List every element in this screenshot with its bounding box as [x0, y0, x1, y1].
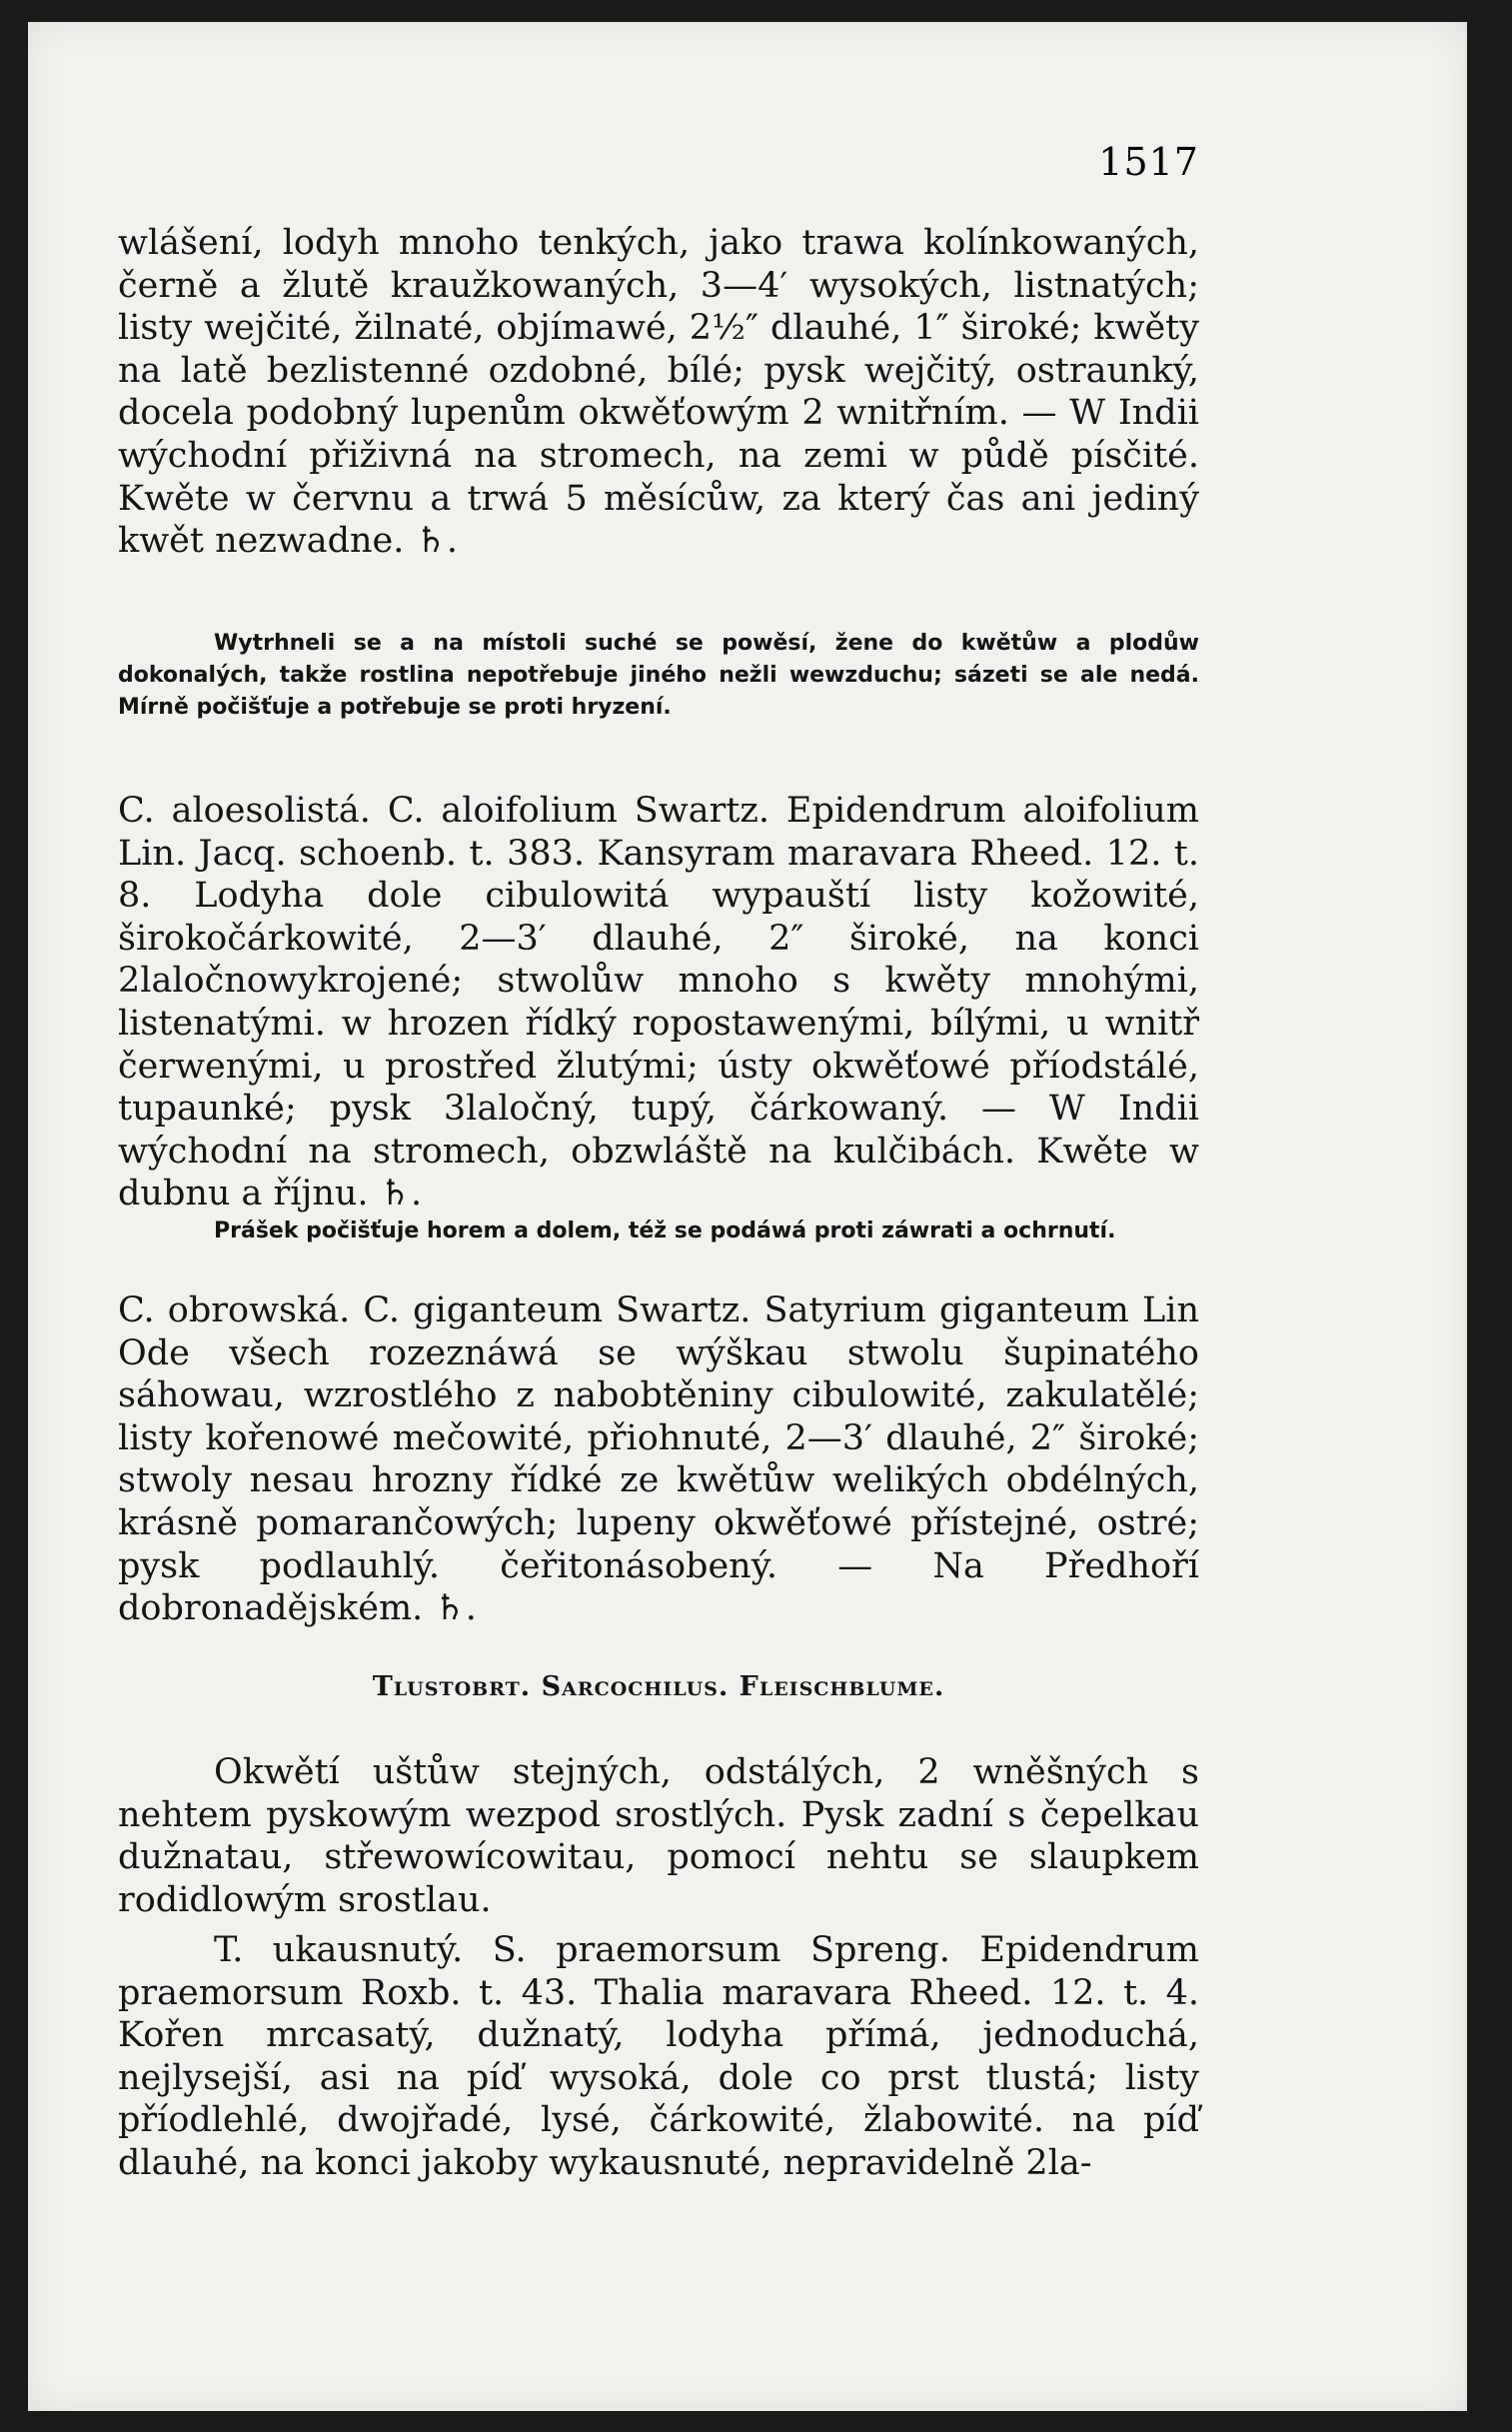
paragraph-aloesolista: C. aloesolistá. C. aloifolium Swartz. Epidendrum aloifolium Lin. Jacq. schoenb. t. 383. Kansyram maravara Rheed. 12. t. 8. Lodyha dole cibulowitá wypauští listy kožowité, širokočárkowité, 2—3′ dlauhé, 2″ široké, na konci 2laločnowykrojené; stwolůw mnoho s kwěty mnohými, listenatými. w hrozen řídký ropostawenými, bílými, u wnitř čerwenými, u prostřed žlutými; ústy okwěťowé příodstálé, tupaunké; pysk 3laločný, tupý, čárkowaný. — W Indii wýchodní na stromech, obzwláště na kulčibách. Kwěte w dubnu a říjnu. ♄.	[118, 791, 1199, 1215]
paragraph-genus-description: Okwětí uštůw stejných, odstálých, 2 wněšných s nehtem pyskowým wezpod srostlých. Pysk zadní s čepelkau dužnatau, střewowícowitau, pomocí nehtu se slaupkem rodidlowým srostlau.	[118, 1752, 1199, 1920]
paragraph-ukausnuty: T. ukausnutý. S. praemorsum Spreng. Epidendrum praemorsum Roxb. t. 43. Thalia maravara Rheed. 12. t. 4. Kořen mrcasatý, dužnatý, lodyha přímá, jednoduchá, nejlysejší, asi na píď wysoká, dole co prst tlustá; listy příodlehlé, dwojřadé, lysé, čárkowité, žlabowité. na píď dlauhé, na konci jakoby wykausnuté, nepravidelně 2la-	[118, 1930, 1199, 2183]
footnote-usage-1: Wytrhneli se a na místoli suché se powěsí, žene do kwětůw a plodůw dokonalých, takže rostlina nepotřebuje jiného nežli wewzduchu; sázeti se ale nedá. Mírně počišťuje a potřebuje se proti hryzení.	[118, 631, 1199, 720]
genus-heading: Tlustobrt. Sarcochilus. Fleischblume.	[372, 1671, 945, 1702]
paragraph-obrowska: C. obrowská. C. giganteum Swartz. Satyrium giganteum Lin Ode všech rozeznáwá se wýškau stwolu šupinatého sáhowau, wzrostlého z nabobtěniny cibulowité, zakulatělé; listy kořenowé mečowité, přiohnuté, 2—3′ dlauhé, 2″ široké; stwoly nesau hrozny řídké ze kwětůw welikých obdélných, krásně pomarančowých; lupeny okwěťowé přístejné, ostré; pysk podlauhlý. čeřitonásobený. — Na Předhoří dobronadějském. ♄.	[118, 1290, 1199, 1629]
book-page	[28, 22, 1467, 2411]
page-number: 1517	[1098, 140, 1199, 184]
footnote-usage-2: Prášek počišťuje horem a dolem, též se podáwá proti záwrati a ochrnutí.	[214, 1218, 1116, 1243]
paragraph-intro: wlášení, lodyh mnoho tenkých, jako trawa kolínkowaných, černě a žlutě kraužkowaných, 3—4′ wysokých, listnatých; listy wejčité, žilnaté, objímawé, 2½″ dlauhé, 1″ široké; kwěty na latě bezlistenné ozdobné, bílé; pysk wejčitý, ostraunký, docela podobný lupenům okwěťowým 2 wnitřním. — W Indii wýchodní přiživná na stromech, na zemi w půdě písčité. Kwěte w červnu a trwá 5 měsícůw, za který čas ani jediný kwět nezwadne. ♄.	[118, 223, 1199, 562]
